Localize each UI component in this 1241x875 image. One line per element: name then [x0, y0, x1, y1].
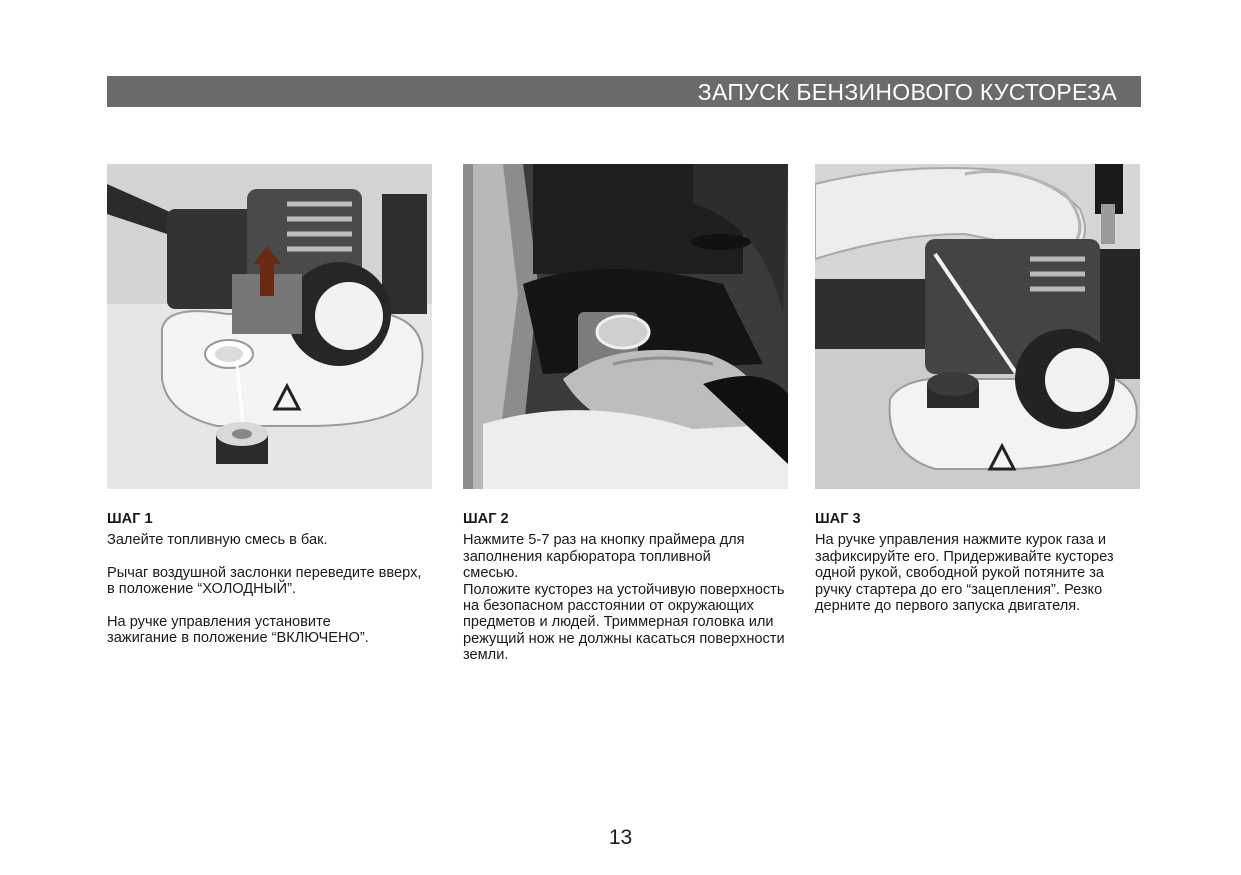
step-2	[463, 511, 788, 664]
step-1-photo	[107, 164, 432, 489]
step-3-text-1: На ручке управления нажмите курок газа и зафиксируйте его. Придерживайте кусторез одной рукой, свободной рукой потяните за ручку стартера до его “зацепления”. Резко дерните до первого запуска двигателя.	[815, 532, 1114, 615]
step-2-text-2: Положите кусторез на устойчивую поверхность на безопасном расстоянии от окружающих предметов и людей. Триммерная головка или режущий нож не должны касаться поверхности земли.	[463, 581, 785, 664]
step-1-text-1: Залейте топливную смесь в бак.	[107, 532, 328, 549]
step-1-text-3: На ручке управления установите зажигание в положение “ВКЛЮЧЕНО”.	[107, 613, 369, 647]
step-1-text-2: Рычаг воздушной заслонки переведите вверх, в положение “ХОЛОДНЫЙ”.	[107, 564, 422, 598]
step-1	[107, 511, 437, 662]
step-1-title: ШАГ 1	[107, 511, 153, 527]
step-2-photo	[463, 164, 788, 489]
step-3-title: ШАГ 3	[815, 511, 861, 527]
step-2-text-1: Нажмите 5-7 раз на кнопку праймера для заполнения карбюратора топливной смесью.	[463, 532, 745, 582]
page-number: 13	[608, 826, 633, 849]
page-title: ЗАПУСК БЕНЗИНОВОГО КУСТОРЕЗА	[697, 79, 1117, 105]
header-bar	[107, 76, 1141, 107]
step-3	[815, 511, 1140, 614]
step-3-photo	[815, 164, 1140, 489]
step-2-title: ШАГ 2	[463, 511, 509, 527]
